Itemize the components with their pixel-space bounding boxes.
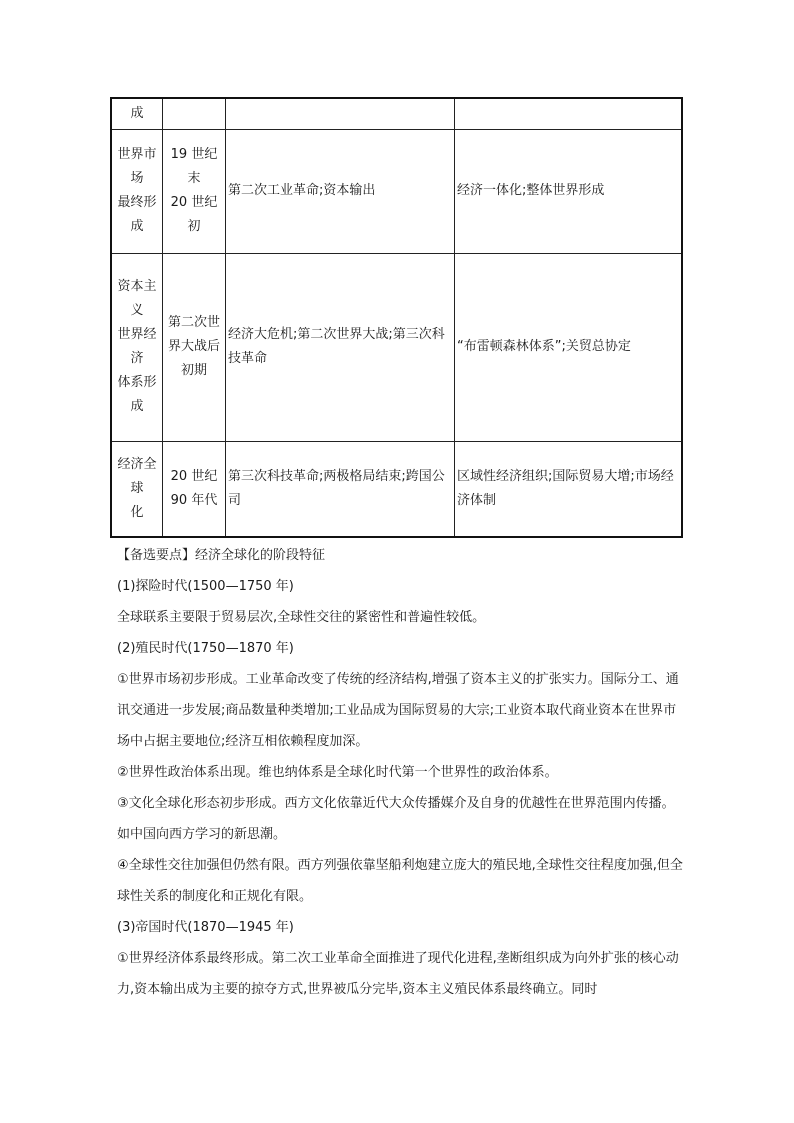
cell-line: 体系形 bbox=[117, 375, 157, 390]
section-body bbox=[117, 540, 683, 1005]
paragraph: ①世界经济体系最终形成。第二次工业革命全面推进了现代化进程,垄断组织成为向外扩张的核心动力,资本输出成为主要的掠夺方式,世界被瓜分完毕,资本主义殖民体系最终确立。同时 bbox=[117, 951, 679, 997]
cell-line: 20 世纪 bbox=[170, 468, 218, 484]
table-cell-cause: 第三次科技革命;两极格局结束;跨国公司 bbox=[226, 441, 455, 537]
table-cell-feature: “布雷顿森林体系”;关贸总协定 bbox=[455, 253, 683, 441]
cell-line: 90 年代 bbox=[170, 492, 218, 508]
table-cell-feature: 区域性经济组织;国际贸易大增;市场经济体制 bbox=[455, 441, 683, 537]
cell-line: 最终形 bbox=[117, 195, 157, 210]
paragraph: ①世界市场初步形成。工业革命改变了传统的经济结构,增强了资本主义的扩张实力。国际分工、通讯交通进一步发展;商品数量种类增加;工业品成为国际贸易的大宗;工业资本取代商业资本在世界市场中占据主要地位;经济互相依赖程度加深。 bbox=[117, 672, 679, 749]
table-row bbox=[111, 253, 682, 441]
paragraph: ④全球性交往加强但仍然有限。西方列强依靠坚船利炮建立庞大的殖民地,全球性交往程度加强,但全球性关系的制度化和正规化有限。 bbox=[117, 858, 683, 904]
table-cell-time bbox=[163, 98, 226, 129]
table-row bbox=[111, 441, 682, 537]
cell-line: 第二次世 bbox=[167, 315, 220, 330]
cell-line: 界大战后 bbox=[167, 339, 220, 354]
paragraph: ③文化全球化形态初步形成。西方文化依靠近代大众传播媒介及自身的优越性在世界范围内传播。如中国向西方学习的新思潮。 bbox=[117, 796, 675, 842]
history-table bbox=[110, 97, 683, 538]
table-cell-feature: 经济一体化;整体世界形成 bbox=[455, 129, 683, 253]
table-cell-stage bbox=[111, 98, 163, 129]
table-cell-stage bbox=[111, 441, 163, 537]
paragraph: (2)殖民时代(1750—1870 年) bbox=[117, 641, 294, 656]
cell-line: 成 bbox=[130, 399, 144, 414]
cell-line: 世界经 bbox=[117, 327, 157, 342]
cell-line: 化 bbox=[130, 504, 144, 520]
cell-line: 资本主 bbox=[117, 279, 157, 294]
paragraph: (3)帝国时代(1870—1945 年) bbox=[117, 920, 294, 935]
table-cell-cause: 经济大危机;第二次世界大战;第三次科技革命 bbox=[226, 253, 455, 441]
section-title: 经济全球化的阶段特征 bbox=[195, 548, 326, 563]
paragraph: 全球联系主要限于贸易层次,全球性交往的紧密性和普遍性较低。 bbox=[117, 610, 486, 625]
cell-line: 成 bbox=[130, 105, 144, 121]
cell-line: 20 世纪初 bbox=[170, 195, 218, 234]
table-cell-cause: 第二次工业革命;资本输出 bbox=[226, 129, 455, 253]
table-cell-stage bbox=[111, 253, 163, 441]
cell-line: 义 bbox=[130, 303, 144, 318]
table-row bbox=[111, 98, 682, 129]
cell-line: 成 bbox=[130, 219, 144, 234]
table-cell-time bbox=[163, 129, 226, 253]
cell-line: 世界市 bbox=[117, 147, 157, 162]
table-cell-time bbox=[163, 441, 226, 537]
table-cell-time bbox=[163, 253, 226, 441]
table-cell-cause bbox=[226, 98, 455, 129]
table-row bbox=[111, 129, 682, 253]
cell-line: 济 bbox=[130, 351, 144, 366]
table-cell-feature bbox=[455, 98, 683, 129]
section-heading bbox=[117, 540, 683, 571]
cell-line: 经济全 bbox=[117, 456, 157, 472]
cell-line: 初期 bbox=[180, 363, 207, 378]
cell-line: 19 世纪末 bbox=[170, 147, 218, 186]
cell-line: 球 bbox=[130, 480, 144, 496]
cell-line: 场 bbox=[130, 171, 144, 186]
paragraph: ②世界性政治体系出现。维也纳体系是全球化时代第一个世界性的政治体系。 bbox=[117, 765, 558, 780]
section-tag: 【备选要点】 bbox=[117, 548, 196, 563]
paragraph: (1)探险时代(1500—1750 年) bbox=[117, 579, 294, 594]
table-cell-stage bbox=[111, 129, 163, 253]
